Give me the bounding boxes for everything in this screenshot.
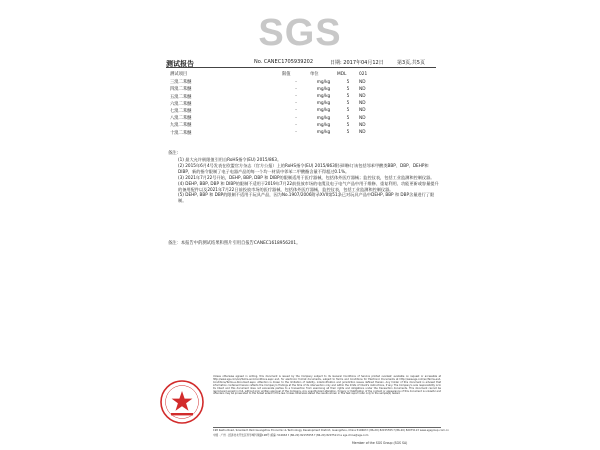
cell-unit: mg/kg <box>316 115 331 121</box>
cell-test-item: 七溴二苯醚 <box>170 108 192 114</box>
cell-unit: mg/kg <box>316 86 331 92</box>
cell-limit: - <box>295 115 297 121</box>
cell-result: ND <box>359 94 366 100</box>
cell-mdl: 5 <box>346 115 350 121</box>
cell-mdl: 5 <box>346 86 350 92</box>
table-row <box>170 129 379 136</box>
cell-limit: - <box>295 79 297 85</box>
cell-mdl: 5 <box>346 101 350 107</box>
cell-unit: mg/kg <box>316 101 331 107</box>
table-row <box>170 100 379 107</box>
column-header-test-item: 测试项目 <box>170 72 188 77</box>
cell-limit: - <box>295 130 297 135</box>
cell-unit: mg/kg <box>316 122 331 128</box>
cell-limit: - <box>295 101 297 107</box>
cell-mdl: 5 <box>346 130 350 135</box>
page-title: 测试报告 <box>166 60 194 68</box>
table-row <box>170 107 379 114</box>
column-header-unit: 单位 <box>310 72 319 77</box>
column-header-sample: 021 <box>359 71 368 77</box>
sgs-logo: SGS <box>258 12 342 54</box>
cell-result: ND <box>359 122 366 128</box>
cell-test-item: 四溴二苯醚 <box>170 87 192 93</box>
footer-divider <box>213 427 441 428</box>
cell-result: ND <box>359 115 366 121</box>
report-date: 日期: 2017年04月12日 <box>330 60 384 66</box>
cell-result: ND <box>359 79 366 85</box>
table-row <box>170 93 379 100</box>
column-header-limit: 限值 <box>282 72 291 77</box>
note-item: (5) DEHP, BBP 和 DBP的限制不适用于玩具产品，因为No.1907/2006附录XVII第51条已对玩具产品中DEHP, BBP 和 DBP含量进行了限制。 <box>178 192 435 204</box>
cell-limit: - <box>295 122 297 128</box>
cell-unit: mg/kg <box>316 79 331 85</box>
cell-result: ND <box>359 101 366 107</box>
cell-unit: mg/kg <box>316 94 331 100</box>
cell-test-item: 五溴二苯醚 <box>170 94 192 100</box>
report-number: No. CANEC1705939202 <box>254 59 314 65</box>
remark-line: 备注：本报告中的测试结果和照片引用自报告CANEC1618956201。 <box>168 241 301 246</box>
cell-limit: - <box>295 86 297 92</box>
cell-mdl: 5 <box>346 79 350 85</box>
table-row <box>170 86 379 93</box>
cell-unit: mg/kg <box>316 130 331 135</box>
table-row <box>170 79 379 86</box>
cell-mdl: 5 <box>346 122 350 128</box>
cell-test-item: 六溴二苯醚 <box>170 101 192 107</box>
cell-test-item: 十溴二苯醚 <box>170 130 192 136</box>
table-row <box>170 122 379 129</box>
column-header-mdl: MDL <box>337 71 347 77</box>
member-statement: Member of the SGS Group (SGS SA) <box>352 441 408 445</box>
address-english: 198 Kezhu Road, Scientech Park Guangzhou Economic & Technology Development District, Guangzhou, China 510663 t (86-20) 82155555 f (86-20) 82075113 www.sgsgroup.com.cn <box>213 429 449 432</box>
note-item: (2) 2015年6月4号发表在欧盟官方杂志（官方公报）上的RoHS指令(EU) 2015/863附录II修订该包括邻苯甲酸类BBP、DBP、DEHP和DIBP，新的指令限制了电子电器产品的每一个均一材质中邻苯二甲酸酯含量不得超过0.1%。 <box>178 162 429 174</box>
notes-list <box>178 157 440 204</box>
results-table <box>170 71 379 136</box>
cell-unit: mg/kg <box>316 108 331 114</box>
page-number: 第3页,共5页 <box>397 60 425 66</box>
note-item: (4) DEHP, BBP, DBP 和 DIBP的限制不适用于2019年7月22前投放市场的电缆及电子电气产品中用于维修、重复利用、功能更新或容量提升的备用配件以及2021年7月22日前投放市场的医疗器械，包括体外医疗器械，监控仪表，包括工业监测和控制仪器。 <box>178 180 439 192</box>
terms-fine-print: Unless otherwise agreed in writing, this document is issued by the Company subject to its General Conditions of Service printed overleaf, available on request or accessible at http://www.sgs.com/en/Terms-and-Conditions.aspx and, for electronic format documents, subject to Terms and Conditions for Electronic Documents at http://www.sgs.com/en/Terms-and-Conditions/Terms-e-Document.aspx. Attention is drawn to the limitation of liability, indemnification and jurisdiction issues defined therein. Any holder of this document is advised that information contained hereon reflects the Company's findings at the time of its intervention only and within the limits of Client's instructions, if any. The Company's sole responsibility is to its Client and this document does not exonerate parties to a transaction from exercising all their rights and obligations under the transaction documents. This document cannot be reproduced except in full, without prior written approval of the Company. Any unauthorized alteration, forgery or falsification of the content or appearance of this document is unlawful and offenders may be prosecuted to the fullest extent of the law. Unless otherwise stated the results shown in this test report refer only to the sample(s) tested. <box>213 375 441 396</box>
cell-result: ND <box>359 108 366 114</box>
address-chinese: 中国 · 广州 · 经济技术开发区科学城科珠路198号 邮编: 510663 t (86-20) 82155555 f (86-20) 82075113 e sgs.china@sgs.com <box>213 434 369 437</box>
table-header-row <box>170 71 379 79</box>
cell-test-item: 三溴二苯醚 <box>170 80 192 86</box>
cell-mdl: 5 <box>346 108 350 114</box>
note-item: (1) 最大允许极限值引用自RoHS指令(EU) 2015/863。 <box>178 157 282 162</box>
cell-mdl: 5 <box>346 94 350 100</box>
cell-result: ND <box>359 130 366 135</box>
cell-result: ND <box>359 86 366 92</box>
cell-limit: - <box>295 108 297 114</box>
cell-test-item: 九溴二苯醚 <box>170 123 192 129</box>
header-divider <box>166 67 436 68</box>
cell-test-item: 八溴二苯醚 <box>170 116 192 122</box>
seal-star-icon <box>172 391 193 411</box>
company-seal-stamp <box>159 379 205 425</box>
notes-heading: 备注: <box>168 151 179 156</box>
cell-limit: - <box>295 94 297 100</box>
note-item: (3) 2021年7月22号开始，DEHP, BBP, DBP 和 DIBP的限制适用于医疗器械，包括体外医疗器械；监控仪表，包括工业监测和控制仪器。 <box>178 174 435 180</box>
table-row <box>170 115 379 122</box>
